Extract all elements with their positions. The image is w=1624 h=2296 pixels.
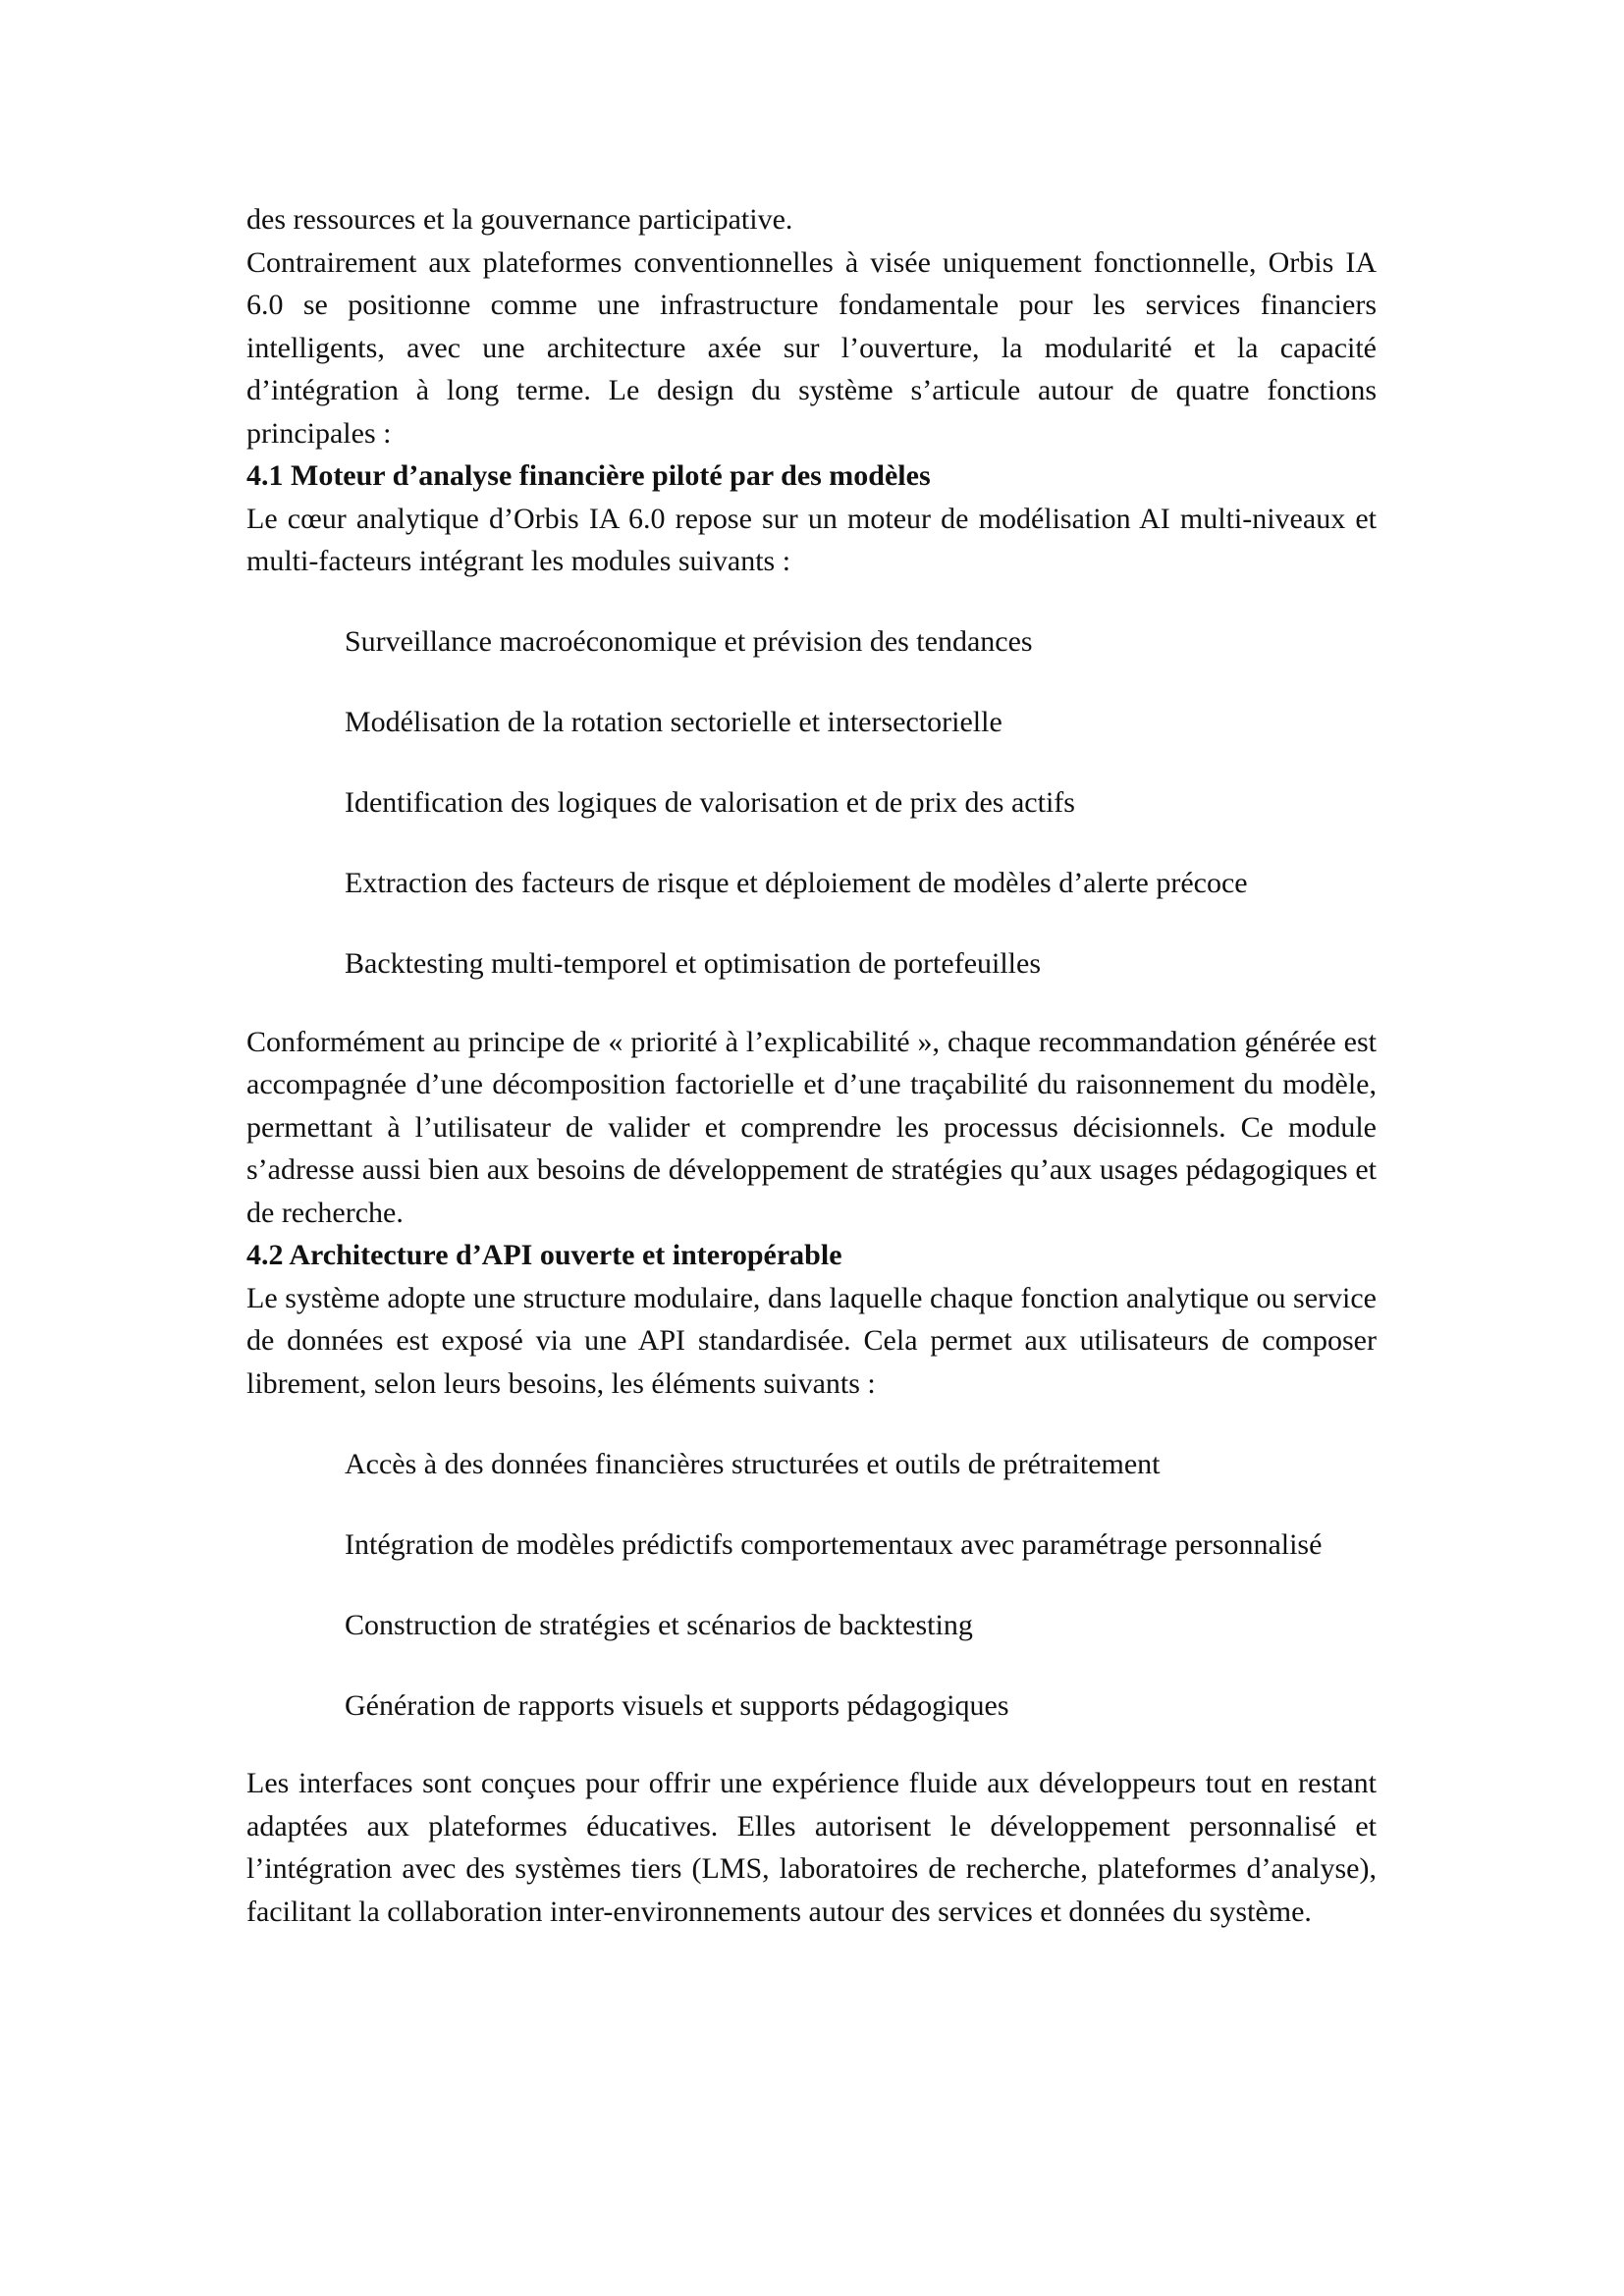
list-item: Accès à des données financières structurées et outils de prétraitement	[345, 1447, 1161, 1480]
list-item: Modélisation de la rotation sectorielle et intersectorielle	[345, 706, 1002, 738]
list-item: Identification des logiques de valorisation et de prix des actifs	[345, 786, 1075, 819]
section-4-2	[246, 1234, 1377, 1933]
list-item: Génération de rapports visuels et supports pédagogiques	[345, 1688, 1009, 1722]
module-list	[246, 620, 1377, 986]
section-4-1	[246, 454, 1377, 1234]
document-page	[246, 198, 1377, 1933]
section-intro: Le système adopte une structure modulaire, dans laquelle chaque fonction analytique ou service de données est exposé via une API standardisée. Cela permet aux utilisateurs de composer librement, selon leurs besoins, les éléments suivants :	[246, 1281, 1377, 1400]
intro-continuation: des ressources et la gouvernance participative.	[246, 203, 793, 236]
list-item: Backtesting multi-temporel et optimisation de portefeuilles	[345, 947, 1041, 980]
list-item: Surveillance macroéconomique et prévision des tendances	[345, 625, 1033, 658]
section-closing: Conformément au principe de « priorité à l’explicabilité », chaque recommandation générée est accompagnée d’une décomposition factorielle et d’une traçabilité du raisonnement du modèle, permettant à l’utilisateur de valider et comprendre les processus décisionnels. Ce module s’adresse aussi bien aux besoins de développement de stratégies qu’aux usages pédagogiques et de recherche.	[246, 1025, 1377, 1229]
list-item: Construction de stratégies et scénarios de backtesting	[345, 1608, 973, 1641]
section-closing: Les interfaces sont conçues pour offrir une expérience fluide aux développeurs tout en restant adaptées aux plateformes éducatives. Elles autorisent le développement personnalisé et l’intégration avec des systèmes tiers (LMS, laboratoires de recherche, plateformes d’analyse), facilitant la collaboration inter-environnements autour des services et données du système.	[246, 1767, 1377, 1928]
section-heading: 4.2 Architecture d’API ouverte et interopérable	[246, 1239, 842, 1271]
list-item: Extraction des facteurs de risque et déploiement de modèles d’alerte précoce	[345, 867, 1248, 899]
api-element-list	[246, 1443, 1377, 1728]
section-heading: 4.1 Moteur d’analyse financière piloté par des modèles	[246, 459, 931, 492]
list-item: Intégration de modèles prédictifs comportementaux avec paramétrage personnalisé	[345, 1527, 1323, 1561]
intro-paragraph: Contrairement aux plateformes conventionnelles à visée uniquement fonctionnelle, Orbis IA 6.0 se positionne comme une infrastructure fondamentale pour les services financiers intelligents, avec une architecture axée sur l’ouverture, la modularité et la capacité d’intégration à long terme. Le design du système s’articule autour de quatre fonctions principales :	[246, 245, 1377, 450]
section-intro: Le cœur analytique d’Orbis IA 6.0 repose sur un moteur de modélisation AI multi-niveaux et multi-facteurs intégrant les modules suivants :	[246, 502, 1377, 577]
